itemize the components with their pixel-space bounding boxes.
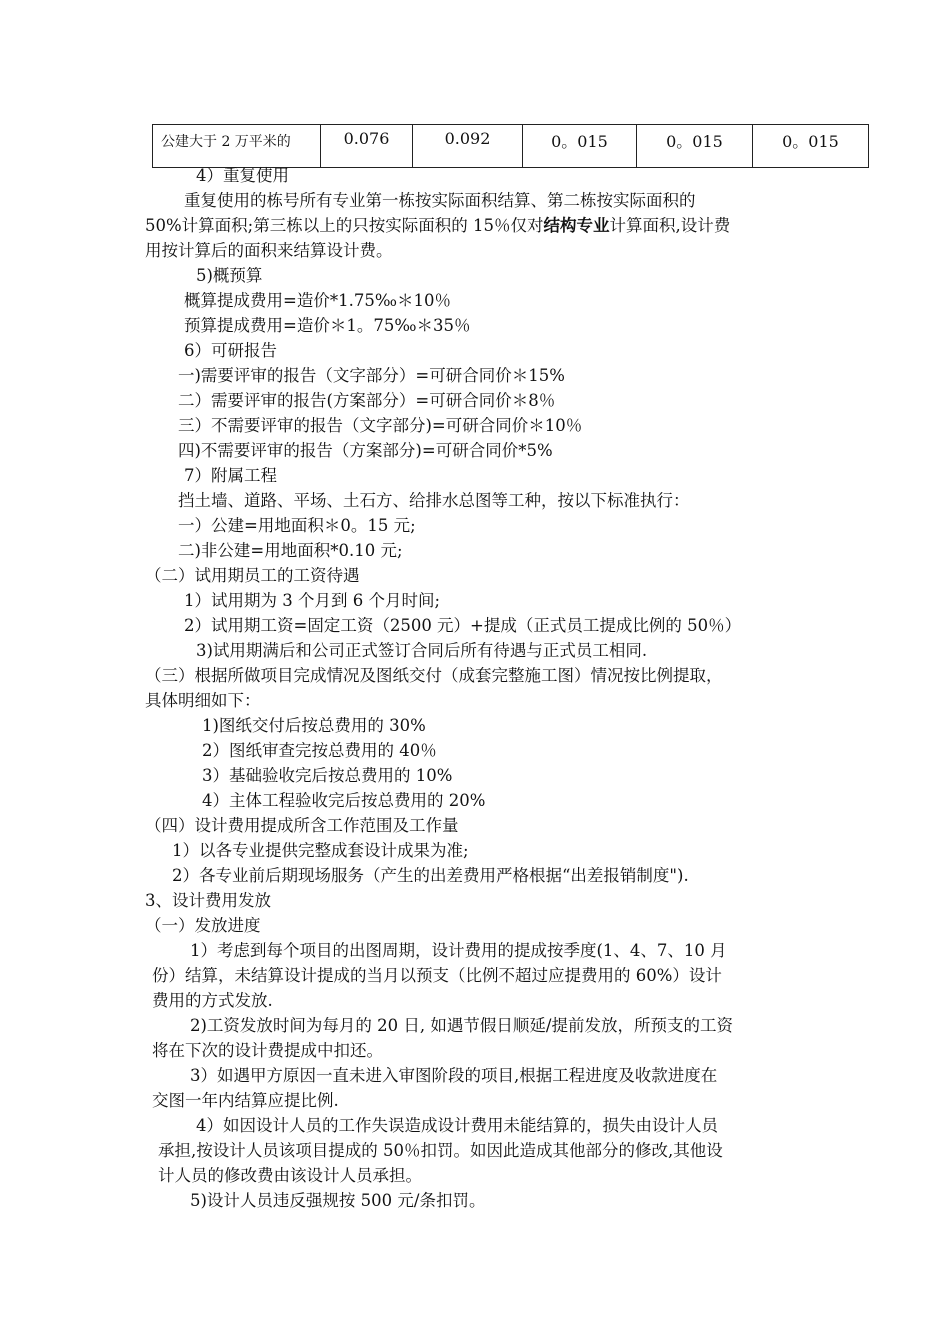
table-cell: 0。015 <box>637 125 753 168</box>
paragraph-line: 用按计算后的面积来结算设计费。 <box>145 241 393 260</box>
table-cell: 公建大于 2 万平米的 <box>153 125 321 168</box>
list-item: 3）基础验收完后按总费用的 10% <box>202 766 453 785</box>
paragraph-line: 5)设计人员违反强规按 500 元/条扣罚。 <box>190 1191 486 1210</box>
paragraph-line: 承担,按设计人员该项目提成的 50％扣罚。如因此造成其他部分的修改,其他设 <box>158 1141 723 1160</box>
paragraph-line: 3）如遇甲方原因一直未进入审图阶段的项目,根据工程进度及收款进度在 <box>190 1066 718 1085</box>
text-span: 50%计算面积;第三栋以上的只按实际面积的 15％仅对 <box>145 216 544 235</box>
paragraph-line: 一)需要评审的报告（文字部分）=可研合同价＊15% <box>178 366 565 385</box>
paragraph-line: 预算提成费用=造价＊1。75‰＊35％ <box>184 316 471 335</box>
table-cell: 0。015 <box>523 125 637 168</box>
paragraph-line: 2）试用期工资=固定工资（2500 元）+提成（正式员工提成比例的 50％） <box>184 616 742 635</box>
paragraph-line: 三）不需要评审的报告（文字部分)=可研合同价＊10％ <box>178 416 583 435</box>
list-item: 1)图纸交付后按总费用的 30% <box>202 716 426 735</box>
paragraph-line: 2)工资发放时间为每月的 20 日, 如遇节假日顺延/提前发放，所预支的工资 <box>190 1016 733 1035</box>
section-heading: （二）试用期员工的工资待遇 <box>145 566 360 585</box>
paragraph-line <box>145 214 730 238</box>
text-span: 计算面积,设计费 <box>609 216 731 235</box>
paragraph-line: 四)不需要评审的报告（方案部分)=可研合同价*5% <box>178 441 553 460</box>
table-row <box>153 125 869 168</box>
paragraph-line: 挡土墙、道路、平场、土石方、给排水总图等工种，按以下标准执行： <box>178 491 690 510</box>
paragraph-line: 份）结算，未结算设计提成的当月以预支（比例不超过应提费用的 60%）设计 <box>152 966 722 985</box>
section-heading: 5)概预算 <box>196 266 263 285</box>
list-item: 4）主体工程验收完后按总费用的 20% <box>202 791 486 810</box>
paragraph-line: 1）考虑到每个项目的出图周期，设计费用的提成按季度(1、4、7、10 月 <box>190 941 727 960</box>
list-item: 1）以各专业提供完整成套设计成果为准; <box>172 841 469 860</box>
table-cell: 0.092 <box>413 125 523 168</box>
paragraph-line: 1）试用期为 3 个月到 6 个月时间; <box>184 591 441 610</box>
section-heading: （四）设计费用提成所含工作范围及工作量 <box>145 816 459 835</box>
bold-text: 结构专业 <box>543 216 610 235</box>
paragraph-line: 二）需要评审的报告(方案部分）=可研合同价＊8％ <box>178 391 556 410</box>
list-item: 2）各专业前后期现场服务（产生的出差费用严格根据“出差报销制度"). <box>172 866 689 885</box>
paragraph-line: 具体明细如下： <box>145 691 261 710</box>
paragraph-line: 4）如因设计人员的工作失误造成设计费用未能结算的，损失由设计人员 <box>196 1116 718 1135</box>
fee-rate-table <box>152 124 869 168</box>
paragraph-line: 概算提成费用=造价*1.75‰＊10％ <box>184 291 451 310</box>
paragraph-line: 将在下次的设计费提成中扣还。 <box>152 1041 383 1060</box>
section-heading: 4）重复使用 <box>196 166 289 185</box>
section-heading: 3、设计费用发放 <box>145 891 271 910</box>
table-cell: 0.076 <box>321 125 413 168</box>
section-heading: （一）发放进度 <box>145 916 261 935</box>
paragraph-line: 重复使用的栋号所有专业第一栋按实际面积结算、第二栋按实际面积的 <box>184 191 696 210</box>
table-cell: 0。015 <box>753 125 869 168</box>
section-heading: 7）附属工程 <box>184 466 277 485</box>
paragraph-line: 费用的方式发放. <box>152 991 273 1010</box>
paragraph-line: 二)非公建=用地面积*0.10 元; <box>178 541 403 560</box>
paragraph-line: 一）公建=用地面积＊0。15 元; <box>178 516 416 535</box>
section-heading: （三）根据所做项目完成情况及图纸交付（成套完整施工图）情况按比例提取， <box>145 666 723 685</box>
paragraph-line: 交图一年内结算应提比例. <box>152 1091 339 1110</box>
section-heading: 6）可研报告 <box>184 341 277 360</box>
list-item: 2）图纸审查完按总费用的 40％ <box>202 741 437 760</box>
paragraph-line: 3)试用期满后和公司正式签订合同后所有待遇与正式员工相同. <box>196 641 648 660</box>
paragraph-line: 计人员的修改费由该设计人员承担。 <box>158 1166 422 1185</box>
